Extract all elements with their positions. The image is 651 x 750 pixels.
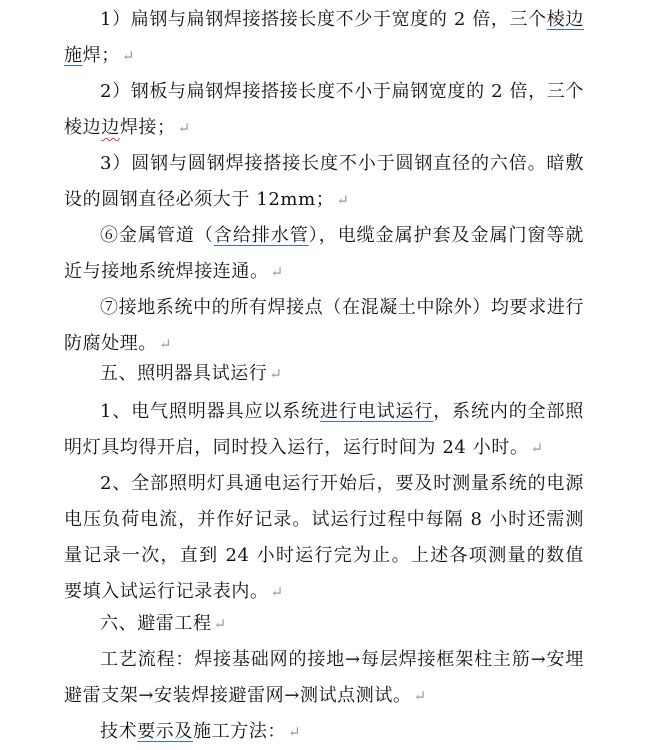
paragraph-mark-icon: ↵ [159,335,172,353]
paragraph-mark-icon: ↵ [270,583,284,601]
para-6-underlined-term: 进行电试运行 [319,401,434,422]
paragraph-6 [64,394,584,466]
para-3-text: 3）圆钢与圆钢焊接搭接长度不小于圆钢直径的六倍。暗敷设的圆钢直径必须大于 12mm； [64,153,584,210]
paragraph-mark-icon: ↵ [530,439,544,457]
paragraph-8 [64,642,584,714]
para-1-underlined-term-b: 施 [64,45,83,66]
paragraph-mark-icon: ↵ [288,723,301,741]
section-heading-six-text: 六、避雷工程 [100,613,212,634]
section-heading-six [64,606,584,642]
paragraph-mark-icon: ↵ [336,191,349,209]
section-heading-five [64,356,584,392]
para-9-underlined-term: 要示及 [137,721,194,742]
paragraph-4 [64,218,584,290]
paragraph-mark-icon: ↵ [413,687,427,705]
paragraph-2 [64,74,584,146]
paragraph-mark-icon: ↵ [270,263,284,281]
para-2-spellcheck-flag: 边 [101,117,120,138]
para-6-text-a: 1、电气照明器具应以系统 [100,401,320,422]
para-8-text: 工艺流程：焊接基础网的接地→每层焊接框架柱主筋→安埋避雷支架→安装焊接避雷网→测试点测试。 [64,649,584,706]
para-1-text-a: 1）扁钢与扁钢焊接搭接长度不少于宽度的 2 倍，三个 [100,9,547,30]
para-9-text-a: 技术 [100,721,138,742]
paragraph-1 [64,2,584,74]
para-4-underlined-term: 含给排水管 [213,225,309,246]
para-4-text-a: ⑥金属管道（ [100,225,214,246]
para-9-text-b: 施工方法： [193,721,287,742]
paragraph-mark-icon: ↵ [269,365,282,383]
para-5-text: ⑦接地系统中的所有焊接点（在混凝土中除外）均要求进行防腐处理。 [64,297,584,354]
para-7-text: 2、全部照明灯具通电运行开始后，要及时测量系统的电源电压负荷电流，并作好记录。试运行过程中每隔 8 小时还需测量记录一次，直到 24 小时运行完为止。上述各项测量的数值要填入试运行记录表内。 [64,473,584,602]
paragraph-mark-icon: ↵ [213,615,227,633]
para-1-underlined-term-a: 棱边 [546,9,584,30]
paragraph-7 [64,466,584,610]
paragraph-mark-icon: ↵ [121,47,135,65]
paragraph-5 [64,290,584,362]
para-1-text-c: 焊； [82,45,120,66]
para-6-text-b: ，系统内的全部照明灯具均得开启，同时投入运行，运行时间为 24 小时。 [64,401,584,458]
section-heading-five-text: 五、照明器具试运行 [100,363,268,384]
paragraph-mark-icon: ↵ [177,119,191,137]
paragraph-9 [64,714,584,750]
para-2-text-a: 2）钢板与扁钢焊接搭接长度不小于扁钢宽度的 2 倍，三个棱边 [64,81,584,138]
para-4-text-b: ），电缆金属护套及金属门窗等就近与接地系统焊接连通。 [64,225,585,282]
para-2-text-b: 焊接； [119,117,176,138]
paragraph-3 [64,146,584,218]
